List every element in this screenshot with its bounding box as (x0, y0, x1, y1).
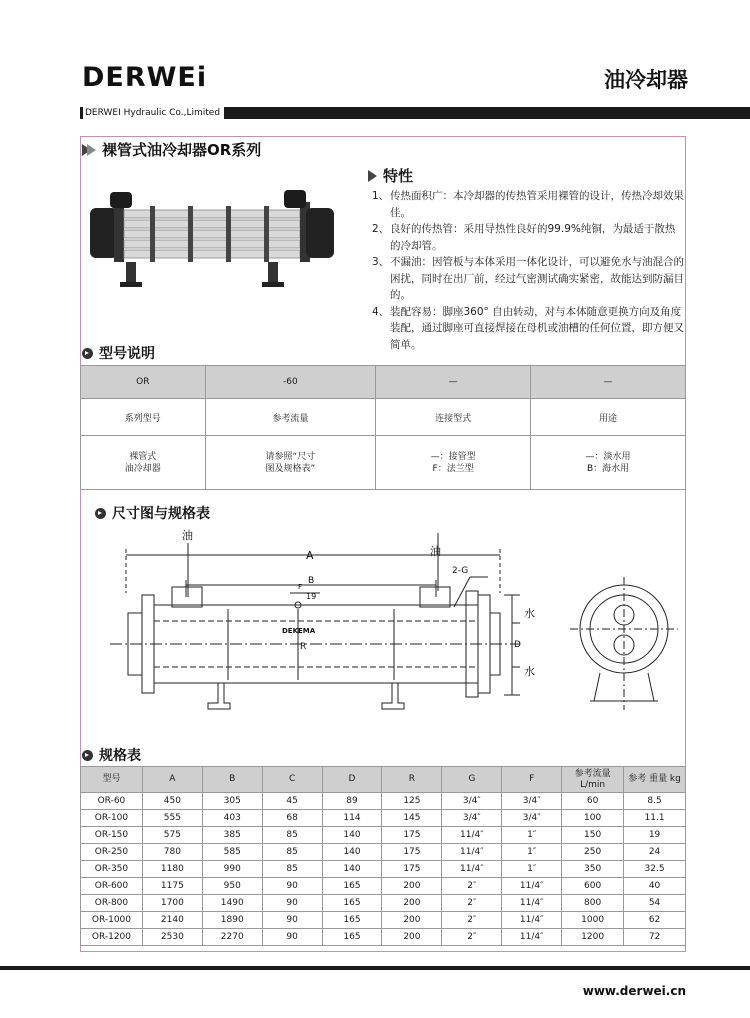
brand-label: DEKEMA (282, 627, 316, 635)
model-code-table (80, 365, 686, 490)
table-cell: 200 (382, 878, 442, 895)
table-cell: OR-150 (81, 827, 143, 844)
table-cell: 1700 (142, 895, 202, 912)
page-title: 油冷却器 (604, 68, 688, 92)
table-cell: 40 (624, 878, 686, 895)
table-cell: 3/4″ (442, 793, 502, 810)
table-cell: OR-1200 (81, 929, 143, 946)
table-cell: 1″ (502, 827, 562, 844)
table-cell: 3/4″ (502, 810, 562, 827)
table-cell: 11/4″ (502, 929, 562, 946)
spec-section-title: 规格表 (82, 745, 141, 765)
table-cell: 950 (202, 878, 262, 895)
table-cell: 585 (202, 844, 262, 861)
table-cell: 555 (142, 810, 202, 827)
table-row (81, 827, 686, 844)
table-cell: OR-350 (81, 861, 143, 878)
table-cell: 145 (382, 810, 442, 827)
footer-bar (0, 966, 750, 970)
table-cell: 175 (382, 861, 442, 878)
water-outlet-label: 水 (524, 665, 535, 678)
table-cell: 90 (262, 929, 322, 946)
company-logo: DERWEi (82, 62, 208, 93)
table-cell: 165 (322, 895, 382, 912)
drawing-section-title: 尺寸图与规格表 (95, 503, 210, 523)
dim-f-label: F (298, 583, 303, 591)
table-cell: 403 (202, 810, 262, 827)
feature-item: 1、 传热面积广：本冷却器的传热管采用裸管的设计，传热冷却效果佳。 (372, 190, 684, 219)
table-cell: 68 (262, 810, 322, 827)
product-photo (88, 180, 338, 290)
section-title-text: 裸管式油冷却器OR系列 (102, 141, 262, 159)
table-cell: 2140 (142, 912, 202, 929)
table-cell: 89 (322, 793, 382, 810)
table-cell: 1″ (502, 844, 562, 861)
oil-inlet-label: 油 (182, 529, 193, 542)
table-cell: OR-100 (81, 810, 143, 827)
feature-item: 3、 不漏油：因管板与本体采用一体化设计，可以避免水与油混合的困扰，同时在出厂前，经过气密测试确实紧密，故能达到防漏目的。 (372, 256, 684, 301)
table-cell: 114 (322, 810, 382, 827)
table-cell: 100 (562, 810, 624, 827)
table-cell: 45 (262, 793, 322, 810)
table-cell: OR-60 (81, 793, 143, 810)
table-cell: 72 (624, 929, 686, 946)
table-cell: 62 (624, 912, 686, 929)
table-cell: 2″ (442, 878, 502, 895)
table-cell: 11/4″ (442, 827, 502, 844)
features-list (372, 188, 684, 353)
table-cell: 2270 (202, 929, 262, 946)
table-cell: 140 (322, 861, 382, 878)
company-name: DERWEI Hydraulic Co.,Limited (83, 106, 224, 120)
product-series-title (82, 139, 261, 160)
model-section-title: 型号说明 (82, 343, 155, 363)
table-cell: 1180 (142, 861, 202, 878)
table-row (81, 810, 686, 827)
dim-b-label: B (308, 576, 315, 586)
table-cell: 990 (202, 861, 262, 878)
arrow-marker-icon (87, 144, 96, 156)
table-cell: 2″ (442, 912, 502, 929)
table-cell: 19 (624, 827, 686, 844)
dimension-drawing (100, 525, 690, 730)
bullet-arrow-icon (82, 348, 93, 359)
table-cell: 1890 (202, 912, 262, 929)
table-cell: 24 (624, 844, 686, 861)
table-cell: 11/4″ (502, 912, 562, 929)
table-cell: 2″ (442, 895, 502, 912)
table-cell: 175 (382, 827, 442, 844)
table-cell: 1″ (502, 861, 562, 878)
water-inlet-label: 水 (524, 607, 535, 620)
table-cell: 85 (262, 844, 322, 861)
table-row (81, 793, 686, 810)
table-row: OR -60 — — (81, 366, 686, 399)
table-cell: 140 (322, 827, 382, 844)
table-cell: 250 (562, 844, 624, 861)
table-cell: 165 (322, 929, 382, 946)
table-cell: 175 (382, 844, 442, 861)
table-cell: 54 (624, 895, 686, 912)
table-cell: 140 (322, 844, 382, 861)
table-cell: 2″ (442, 929, 502, 946)
dim-r-label: R (300, 642, 307, 652)
table-cell: 200 (382, 895, 442, 912)
table-cell: OR-1000 (81, 912, 143, 929)
table-row: 系列型号 参考流量 连接型式 用途 (81, 399, 686, 436)
table-cell: 305 (202, 793, 262, 810)
table-row (81, 861, 686, 878)
table-header-row: 型号 A B C D R G F 参考流量 L/min 参考 重量 kg (81, 767, 686, 793)
table-cell: 11.1 (624, 810, 686, 827)
table-cell: 450 (142, 793, 202, 810)
oil-outlet-label: 油 (430, 545, 441, 558)
table-row (81, 912, 686, 929)
table-cell: 200 (382, 929, 442, 946)
table-cell: 165 (322, 912, 382, 929)
table-cell: 350 (562, 861, 624, 878)
table-cell: 1490 (202, 895, 262, 912)
table-cell: 1175 (142, 878, 202, 895)
table-cell: 85 (262, 827, 322, 844)
table-row: 裸管式 油冷却器 请参照“尺寸 图及规格表” —：接管型 F：法兰型 —：淡水用 B：海水用 (81, 436, 686, 490)
table-cell: 1000 (562, 912, 624, 929)
table-cell: 385 (202, 827, 262, 844)
dim-g-label: 2-G (452, 566, 469, 576)
table-cell: OR-600 (81, 878, 143, 895)
table-cell: 780 (142, 844, 202, 861)
table-cell: 8.5 (624, 793, 686, 810)
table-cell: OR-250 (81, 844, 143, 861)
table-cell: 800 (562, 895, 624, 912)
features-title: 特性 (368, 165, 413, 186)
table-row (81, 929, 686, 946)
feature-item: 2、 良好的传热管：采用导热性良好的99.9%纯铜，为最适于散热的冷却管。 (372, 223, 676, 252)
table-cell: 3/4″ (502, 793, 562, 810)
table-row (81, 844, 686, 861)
table-cell: 3/4″ (442, 810, 502, 827)
table-cell: 150 (562, 827, 624, 844)
table-cell: 125 (382, 793, 442, 810)
table-cell: 2530 (142, 929, 202, 946)
website-link[interactable]: www.derwei.cn (582, 984, 686, 998)
table-cell: 85 (262, 861, 322, 878)
table-cell: 32.5 (624, 861, 686, 878)
spec-table (80, 766, 686, 946)
dim-19-label: 19 (306, 592, 317, 601)
bullet-arrow-icon (82, 750, 93, 761)
feature-item: 4、 装配容易：脚座360° 自由转动，对与本体随意更换方向及角度装配，通过脚座可直接焊接在母机或油槽的任何位置，即方便又简单。 (372, 305, 684, 351)
table-cell: 60 (562, 793, 624, 810)
dim-a-label: A (306, 549, 314, 562)
table-cell: 90 (262, 895, 322, 912)
table-cell: 200 (382, 912, 442, 929)
table-cell: 11/4″ (442, 844, 502, 861)
table-cell: OR-800 (81, 895, 143, 912)
arrow-marker-icon (368, 170, 377, 182)
table-row (81, 895, 686, 912)
table-cell: 11/4″ (502, 895, 562, 912)
table-cell: 1200 (562, 929, 624, 946)
table-cell: 90 (262, 912, 322, 929)
table-row (81, 878, 686, 895)
table-cell: 90 (262, 878, 322, 895)
table-cell: 11/4″ (502, 878, 562, 895)
table-cell: 11/4″ (442, 861, 502, 878)
table-cell: 165 (322, 878, 382, 895)
table-cell: 575 (142, 827, 202, 844)
bullet-arrow-icon (95, 508, 106, 519)
table-cell: 600 (562, 878, 624, 895)
dim-d-label: D (514, 640, 521, 650)
